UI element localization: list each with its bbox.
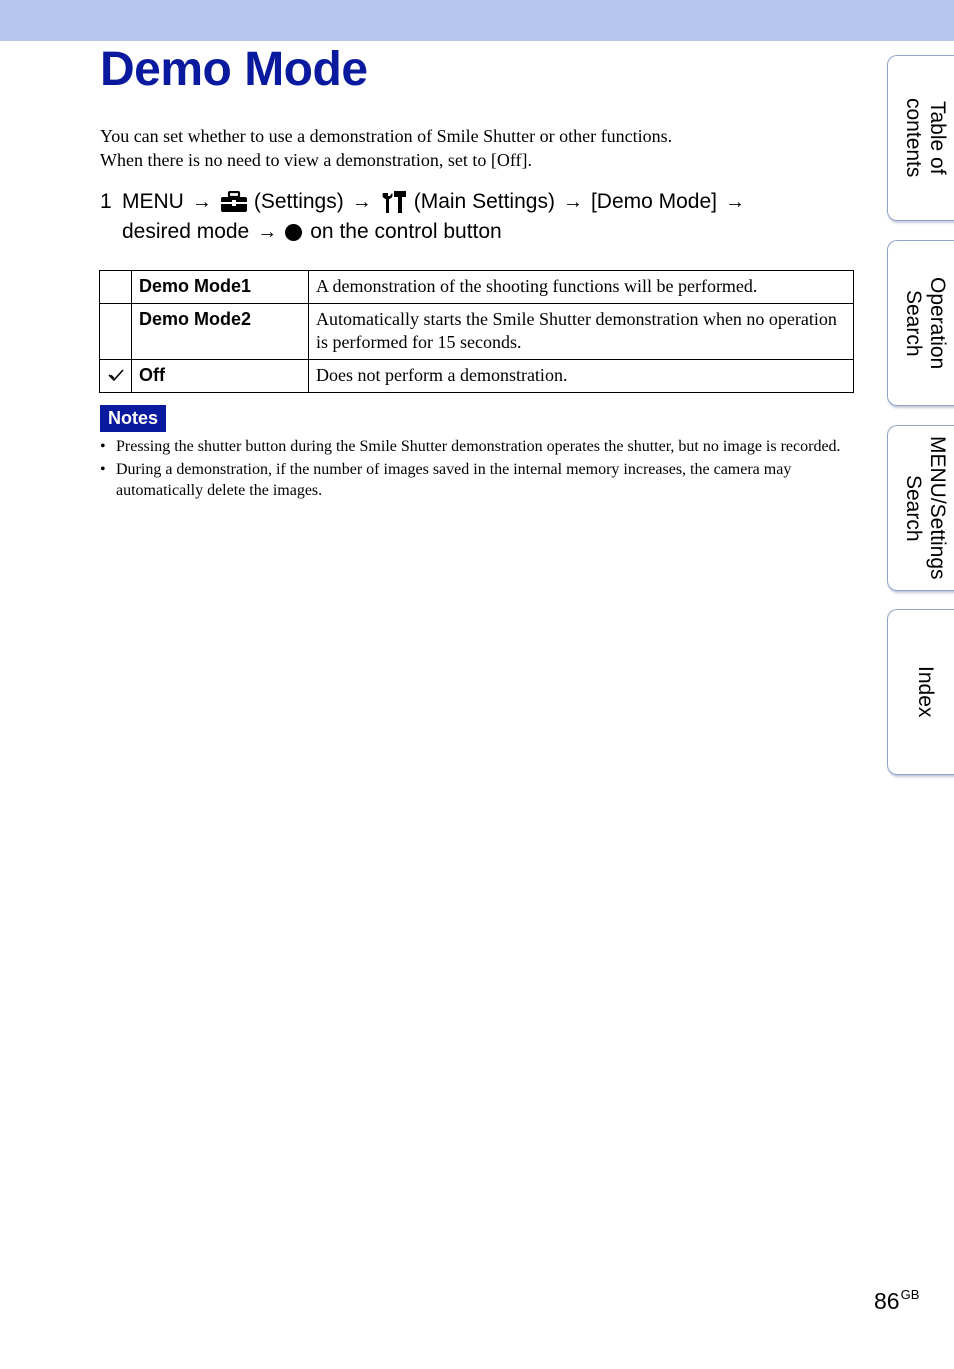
page-number-value: 86 — [874, 1288, 900, 1314]
arrow-icon: → — [725, 191, 745, 213]
bullet: • — [100, 438, 106, 455]
intro-line: You can set whether to use a demonstration of Smile Shutter or other functions. — [100, 126, 673, 146]
arrow-icon: → — [257, 221, 278, 243]
toolbox-icon — [220, 191, 248, 213]
arrow-icon: → — [351, 191, 372, 213]
page-title: Demo Mode — [100, 43, 368, 96]
tab-operation-search[interactable] — [887, 240, 954, 406]
table-row — [100, 304, 854, 360]
table-row — [100, 271, 854, 304]
list-item — [100, 436, 852, 458]
modes-table — [99, 270, 854, 393]
step-number: 1 — [100, 190, 112, 213]
tab-label: Table of contents — [902, 98, 949, 178]
check-cell — [100, 271, 132, 304]
wrench-hammer-icon — [380, 190, 408, 214]
mode-description: A demonstration of the shooting functions will be performed. — [309, 271, 854, 304]
procedure-step — [100, 187, 860, 247]
tab-table-of-contents[interactable] — [887, 55, 954, 221]
page-number-suffix: GB — [900, 1287, 920, 1302]
demo-mode-label: [Demo Mode] — [590, 190, 717, 213]
control-button-label: on the control button — [310, 220, 502, 243]
mode-name: Off — [132, 360, 309, 393]
list-item — [100, 459, 852, 502]
tab-label: Operation Search — [902, 276, 949, 370]
arrow-icon: → — [562, 191, 583, 213]
step-line-1 — [100, 187, 860, 217]
mode-name: Demo Mode1 — [132, 271, 309, 304]
check-cell — [100, 360, 132, 393]
mode-description: Automatically starts the Smile Shutter demonstration when no operation is performed for 15 seconds. — [309, 304, 854, 360]
desired-mode-label: desired mode — [122, 220, 250, 243]
tab-menu-settings-search[interactable] — [887, 425, 954, 591]
menu-label: MENU — [122, 190, 184, 213]
header-band — [0, 0, 954, 41]
step-line-2 — [100, 217, 860, 247]
bullet: • — [100, 460, 106, 478]
notes-badge: Notes — [100, 405, 166, 432]
checkmark-icon — [108, 368, 124, 382]
mode-name: Demo Mode2 — [132, 304, 309, 360]
intro-text — [100, 124, 860, 172]
tab-label: Index — [914, 666, 937, 718]
settings-label: (Settings) — [253, 190, 344, 213]
filled-circle-icon — [285, 224, 302, 241]
intro-line: When there is no need to view a demonstration, set to [Off]. — [100, 150, 533, 170]
note-text: During a demonstration, if the number of images saved in the internal memory increases, the camera may automatically delete the images. — [116, 460, 792, 499]
mode-description: Does not perform a demonstration. — [309, 360, 854, 393]
page-number — [874, 1288, 919, 1315]
notes-list — [100, 436, 852, 503]
tab-index[interactable] — [887, 609, 954, 775]
arrow-icon: → — [191, 191, 212, 213]
check-cell — [100, 304, 132, 360]
note-text: Pressing the shutter button during the Smile Shutter demonstration operates the shutter, but no image is recorded. — [116, 438, 841, 455]
main-settings-label: (Main Settings) — [413, 190, 555, 213]
tab-label: MENU/Settings Search — [902, 436, 949, 580]
table-row — [100, 360, 854, 393]
